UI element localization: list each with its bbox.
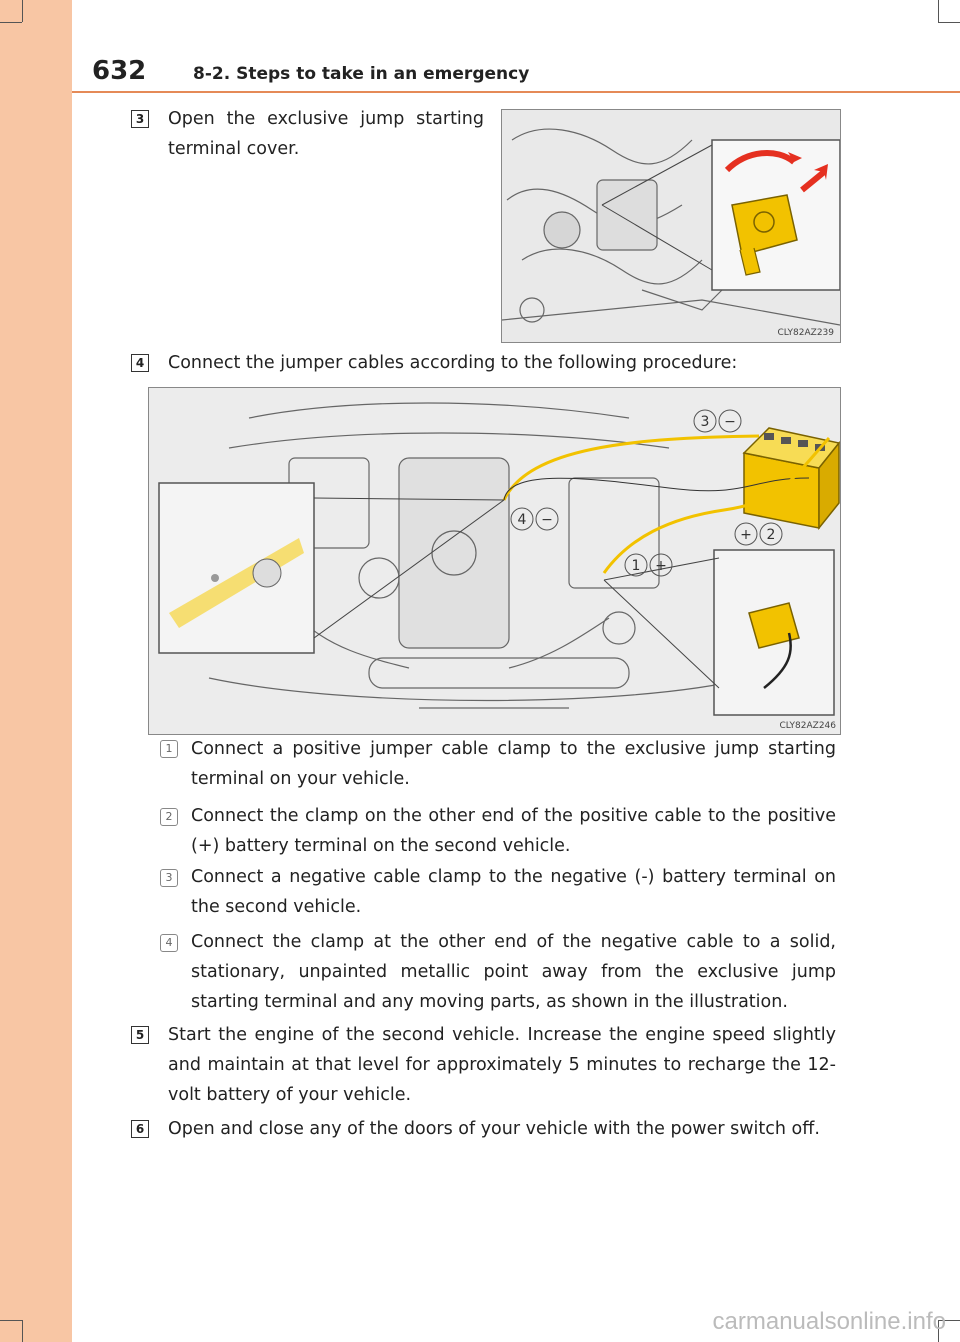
- callout-1: 1: [631, 558, 641, 574]
- step-text-6: Open and close any of the doors of your vehicle with the power switch off.: [168, 1119, 820, 1139]
- crop-mark-bottom-left: [0, 1320, 22, 1321]
- crop-mark-top-left-v: [22, 0, 23, 22]
- terminal-cover-illustration: [501, 109, 841, 343]
- substep-badge-1: 1: [160, 740, 178, 758]
- step-text-3: Open the exclusive jump starting terminal cover.: [168, 109, 484, 159]
- crop-mark-top-right: [938, 22, 960, 23]
- crop-mark-top-right-v: [938, 0, 939, 22]
- substep-text-4: Connect the clamp at the other end of the negative cable to a solid, stationary, unpainted metallic point away from the exclusive jump starting terminal and any moving parts, as shown in the illustration.: [191, 932, 836, 1012]
- substep-text-2: Connect the clamp on the other end of the positive cable to the positive (+) battery terminal on the second vehicle.: [191, 806, 836, 856]
- callout-3-minus: −: [724, 414, 736, 430]
- crop-mark-bottom-left-v: [22, 1320, 23, 1342]
- callout-4: 4: [517, 512, 527, 528]
- substep-text-3: Connect a negative cable clamp to the negative (-) battery terminal on the second vehicle.: [191, 867, 836, 917]
- callout-1-plus: +: [655, 558, 667, 574]
- figure-code-1: CLY82AZ239: [777, 328, 834, 338]
- step-number-5: 5: [131, 1026, 149, 1044]
- step-text-5: Start the engine of the second vehicle. Increase the engine speed slightly and maintain at that level for approximately 5 minutes to recharge the 12-volt battery of your vehicle.: [168, 1025, 836, 1105]
- callout-2: 2: [766, 527, 776, 543]
- substep-text-1: Connect a positive jumper cable clamp to the exclusive jump starting terminal on your vehicle.: [191, 739, 836, 789]
- step-number-4: 4: [131, 354, 149, 372]
- page-number: 632: [92, 56, 147, 86]
- substep-badge-3: 3: [160, 869, 178, 887]
- engine-bay-cable-drawing: [149, 388, 840, 734]
- step-number-6: 6: [131, 1120, 149, 1138]
- crop-mark-top-left: [0, 22, 22, 23]
- section-title: 8-2. Steps to take in an emergency: [193, 64, 530, 84]
- callout-2-plus: +: [740, 527, 752, 543]
- engine-bay-drawing: [502, 110, 840, 342]
- side-tab-band: [0, 0, 72, 1342]
- figure-code-2: CLY82AZ246: [779, 721, 836, 731]
- callout-4-minus: −: [541, 512, 553, 528]
- step-number-3: 3: [131, 110, 149, 128]
- callout-3: 3: [700, 414, 710, 430]
- watermark-site: carmanualsonline.info: [712, 1308, 946, 1335]
- substep-badge-4: 4: [160, 934, 178, 952]
- step-text-4: Connect the jumper cables according to the following procedure:: [168, 353, 738, 373]
- substep-badge-2: 2: [160, 808, 178, 826]
- header-rule: [72, 91, 960, 93]
- jumper-cable-illustration: [148, 387, 841, 735]
